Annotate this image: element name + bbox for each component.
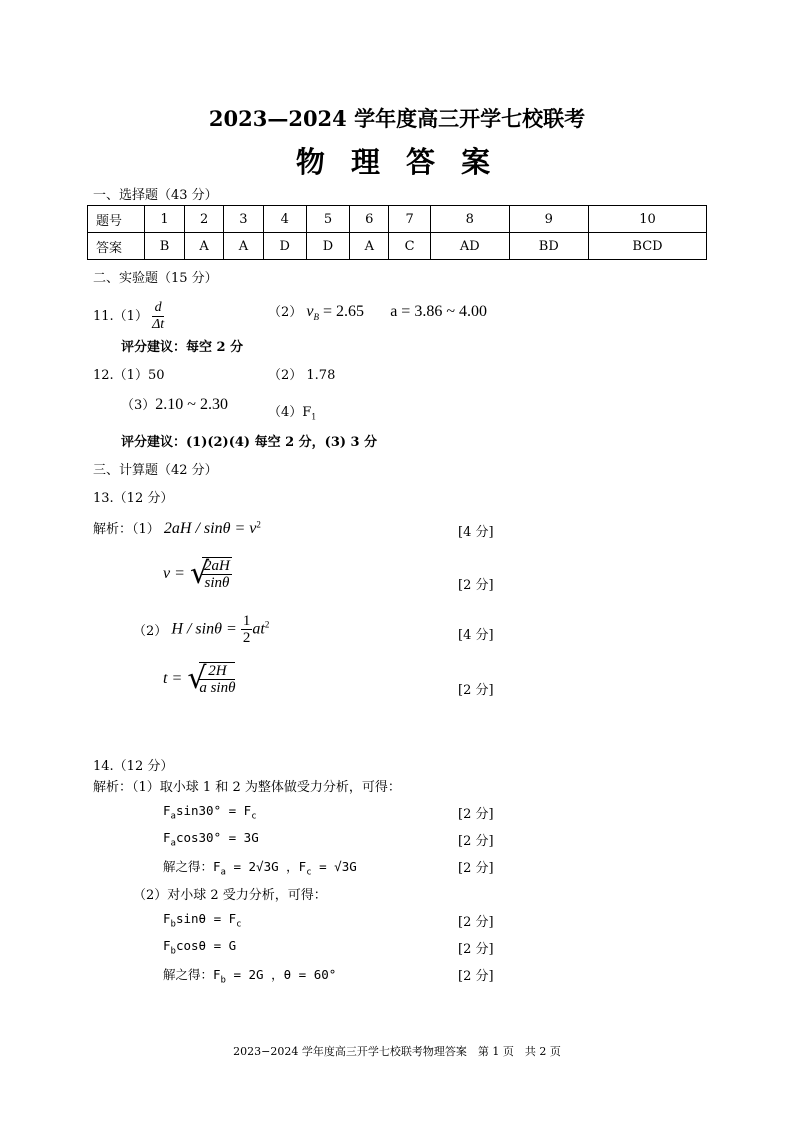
q14-eq4-asub: b — [170, 919, 176, 930]
page-footer: 2023−2024 学年度高三开学七校联考物理答案 第 1 页 共 2 页 — [233, 1045, 561, 1058]
table-row-answers — [88, 233, 707, 260]
q14-eq2 — [163, 830, 259, 849]
q13-score4: [2 分] — [458, 683, 494, 698]
q14-eq1-b: sin30° = F — [175, 803, 252, 818]
table-header-label: 答案 — [88, 233, 145, 260]
table-cell: D — [306, 233, 349, 260]
q13-heading: 13.（12 分） — [93, 491, 174, 506]
table-cell: 3 — [224, 206, 263, 233]
q14-eq1 — [163, 803, 257, 822]
q14-score6: [2 分] — [458, 969, 494, 984]
q13-score1: [4 分] — [458, 525, 494, 540]
q13-score2: [2 分] — [458, 578, 494, 593]
q14-intro1: 解析：（1）取小球 1 和 2 为整体做受力分析，可得： — [93, 780, 401, 795]
q12-part4-text: （4）F — [268, 405, 312, 420]
q13-score3: [4 分] — [458, 628, 494, 643]
q11-vb: v — [306, 303, 314, 320]
table-cell: 8 — [430, 206, 509, 233]
table-cell: 9 — [509, 206, 588, 233]
q11-frac-den: Δt — [152, 317, 165, 332]
section-choice-heading: 一、选择题（43 分） — [93, 188, 218, 203]
section-experiment-heading: 二、实验题（15 分） — [93, 271, 218, 286]
table-cell: A — [350, 233, 389, 260]
q13-eq2-den: sinθ — [204, 575, 230, 591]
answer-table — [87, 205, 707, 260]
q14-eq6-a: 解之得：F — [163, 967, 221, 982]
q13-jiexi: 解析：（1） — [93, 522, 160, 537]
q13-eq2 — [163, 557, 232, 591]
q12-part4-sub: 1 — [311, 412, 317, 422]
q14-eq3-asub: a — [220, 867, 226, 878]
q13-p2-label: （2） — [133, 624, 168, 639]
q13-eq3-num: 1 — [242, 613, 251, 629]
document-title: 2023—2024 学年度高三开学七校联考 — [208, 106, 586, 131]
q11-prefix: 11.（1） — [93, 309, 148, 324]
q13-eq3-sup: 2 — [264, 619, 270, 630]
sqrt-icon: √ — [187, 661, 207, 696]
q14-eq3-c: = √3G — [311, 859, 357, 874]
q13-eq3 — [133, 613, 269, 646]
table-cell: BCD — [588, 233, 706, 260]
q14-eq4-a: F — [163, 911, 171, 926]
q11-line — [93, 300, 164, 333]
q13-eq3-lhs: H / sinθ = — [171, 620, 237, 638]
q14-eq5-asub: b — [170, 946, 176, 957]
table-cell: C — [389, 233, 430, 260]
table-cell: A — [184, 233, 223, 260]
table-row-numbers — [88, 206, 707, 233]
q14-eq3-a: 解之得：F — [163, 859, 221, 874]
q14-eq2-b: cos30° = 3G — [175, 830, 259, 845]
q14-eq4-bsub: c — [236, 919, 242, 930]
table-cell: 6 — [350, 206, 389, 233]
q14-eq3 — [163, 857, 357, 878]
section-calc-heading: 三、计算题（42 分） — [93, 463, 218, 478]
q14-eq1-bsub: c — [251, 811, 257, 822]
q14-intro2: （2）对小球 2 受力分析，可得： — [133, 888, 327, 903]
table-cell: A — [224, 233, 263, 260]
q11-vb-sub: B — [313, 312, 320, 323]
table-cell: 5 — [306, 206, 349, 233]
table-cell: B — [145, 233, 185, 260]
q13-eq4-den: a sinθ — [199, 680, 236, 696]
table-cell: 4 — [263, 206, 306, 233]
q11-part2 — [268, 301, 487, 322]
q12-grading: 评分建议：(1)(2)(4) 每空 2 分，(3) 3 分 — [121, 435, 378, 450]
q14-eq2-asub: a — [170, 838, 176, 849]
q11-a-expr: a = 3.86 ~ 4.00 — [390, 303, 487, 320]
q14-eq5 — [163, 938, 236, 957]
q12-part3 — [121, 394, 228, 414]
table-cell: 10 — [588, 206, 706, 233]
q14-eq6 — [163, 965, 336, 986]
table-cell: 1 — [145, 206, 185, 233]
table-cell: D — [263, 233, 306, 260]
q12-part1: 12.（1）50 — [93, 368, 165, 383]
table-cell: 2 — [184, 206, 223, 233]
q11-frac-num: d — [152, 300, 164, 317]
table-cell: AD — [430, 233, 509, 260]
q14-eq1-a: F — [163, 803, 171, 818]
table-cell: 7 — [389, 206, 430, 233]
q14-heading: 14.（12 分） — [93, 759, 174, 774]
q14-eq6-b: = 2G ，θ = 60° — [225, 967, 337, 982]
q12-part2: （2） 1.78 — [268, 368, 336, 383]
q14-eq3-bsub: c — [306, 867, 312, 878]
q14-eq5-b: cosθ = G — [175, 938, 237, 953]
q11-vb-val: = 2.65 — [319, 303, 365, 320]
q13-eq4-lhs: t = — [163, 670, 183, 687]
sqrt-icon: √ — [190, 556, 210, 591]
q14-eq5-a: F — [163, 938, 171, 953]
q13-eq4 — [163, 662, 235, 696]
q14-score5: [2 分] — [458, 942, 494, 957]
document-subtitle: 物 理 答 案 — [295, 145, 499, 179]
q13-eq1-sup: 2 — [256, 519, 261, 530]
q12-part4 — [268, 401, 316, 422]
q14-score3: [2 分] — [458, 861, 494, 876]
q13-eq2-num: 2aH — [204, 558, 230, 574]
q14-score2: [2 分] — [458, 834, 494, 849]
q14-eq6-asub: b — [220, 975, 226, 986]
q13-eq2-sqrt — [190, 557, 232, 591]
q14-eq1-asub: a — [170, 811, 176, 822]
q14-eq4 — [163, 911, 242, 930]
q13-eq1: 2aH / sinθ = v — [163, 520, 257, 537]
q13-eq2-lhs: v = — [163, 565, 185, 582]
table-header-label: 题号 — [88, 206, 145, 233]
q14-score1: [2 分] — [458, 807, 494, 822]
q13-eq4-num: 2H — [199, 663, 235, 680]
q14-eq2-a: F — [163, 830, 171, 845]
q12-part3-label: （3） — [121, 398, 156, 413]
q14-eq3-b: = 2√3G ，F — [225, 859, 307, 874]
q13-eq4-sqrt — [187, 662, 235, 696]
q12-part3-val: 2.10 ~ 2.30 — [155, 396, 228, 413]
q13-eq1-line — [93, 518, 261, 538]
q13-eq3-den: 2 — [242, 630, 251, 646]
q14-eq4-b: sinθ = F — [175, 911, 237, 926]
q14-score4: [2 分] — [458, 915, 494, 930]
q11-grading: 评分建议：每空 2 分 — [121, 340, 244, 355]
q13-eq3-rhs: at — [252, 620, 265, 638]
q11-fraction — [152, 300, 164, 333]
q11-part2-label: （2） — [268, 305, 303, 320]
table-cell: BD — [509, 233, 588, 260]
